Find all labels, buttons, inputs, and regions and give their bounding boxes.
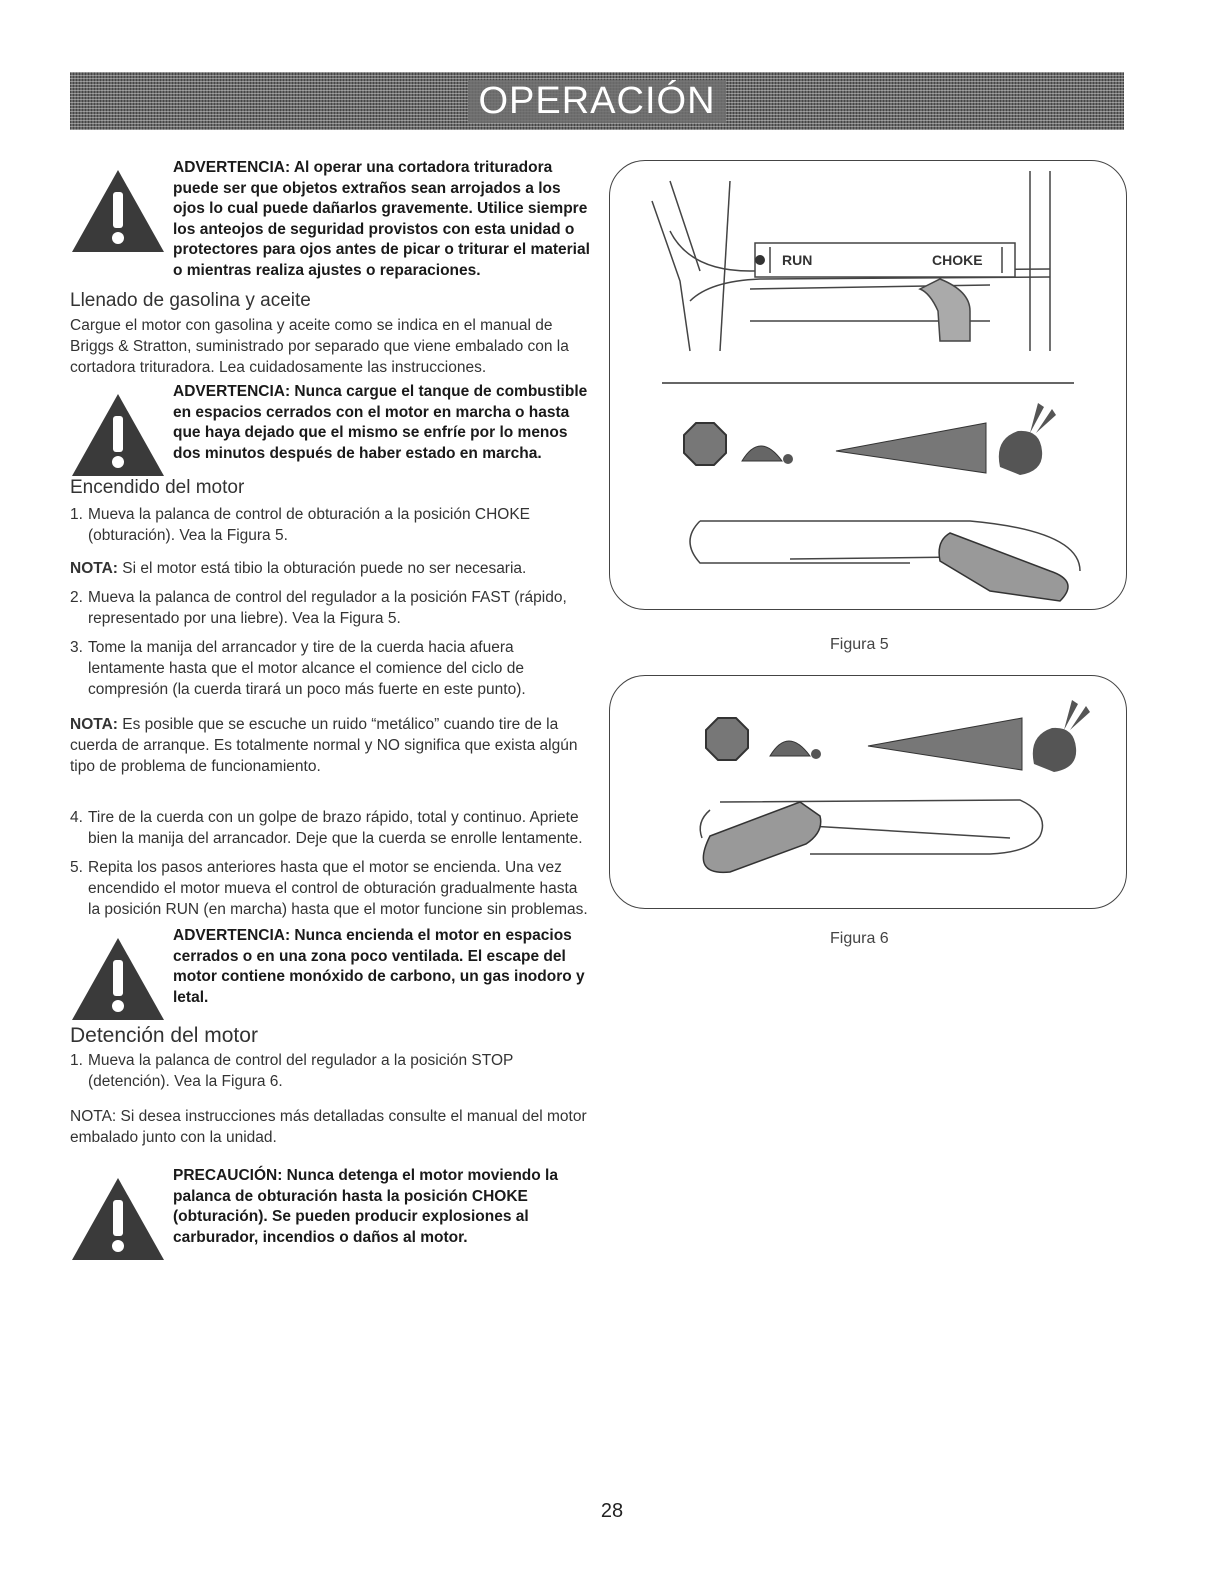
throttle-lever (939, 533, 1068, 601)
note-lead: NOTA: (70, 560, 118, 577)
page-title: OPERACIÓN (468, 80, 725, 123)
start-step-1 (70, 504, 590, 546)
main-column (70, 150, 590, 1248)
note-text: Si el motor está tibio la obturación puede no ser necesaria. (117, 560, 527, 577)
warning-icon (70, 168, 166, 254)
start-step-5 (70, 857, 590, 920)
step-text: Mueva la palanca de control de obturación a la posición CHOKE (obturación). Vea la Figura 5. (88, 506, 531, 544)
warning-text: PRECAUCIÓN: Nunca detenga el motor moviendo la palanca de obturación hasta la posición CHOKE (obturación). Se pueden producir explosiones al carburador, incendios o daños al motor. (173, 1167, 558, 1246)
figure-5-illustration (610, 161, 1126, 609)
warning-text: ADVERTENCIA: Nunca cargue el tanque de combustible en espacios cerrados con el motor en marcha o hasta que haya dejado que el mismo se enfríe por lo menos dos minutos después de haber estado en marcha. (173, 383, 588, 462)
figure-5 (609, 160, 1127, 610)
warning-block-2 (70, 382, 590, 464)
step-number: 5. (70, 859, 83, 876)
stop-step-1 (70, 1050, 590, 1092)
figure-6-caption: Figura 6 (830, 930, 889, 947)
note-2 (70, 714, 590, 777)
warning-text: ADVERTENCIA: Nunca encienda el motor en espacios cerrados o en una zona poco ventilada. El escape del motor contiene monóxido de carbono, un gas inodoro y letal. (173, 927, 585, 1006)
note-1 (70, 558, 590, 579)
rabbit-icon (1033, 700, 1090, 772)
throttle-lever (703, 802, 820, 872)
figure-5-caption: Figura 5 (830, 636, 889, 653)
note-lead: NOTA: (70, 716, 118, 733)
step-text: Mueva la palanca de control del regulador a la posición FAST (rápido, representado por una liebre). Vea la Figura 5. (88, 589, 567, 627)
throttle-ramp-icon (836, 423, 986, 473)
warning-icon (70, 392, 166, 478)
warning-text: ADVERTENCIA: Al operar una cortadora trituradora puede ser que objetos extraños sean arrojados a los ojos lo cual puede dañarlos gravemente. Utilice siempre los anteojos de seguridad provistos con esta unidad o protectores para ojos antes de picar o triturar el material o mientras realiza ajustes o reparaciones. (173, 159, 590, 279)
figure-6-illustration (610, 676, 1126, 908)
stop-icon (684, 423, 726, 465)
step-text: Mueva la palanca de control del regulador a la posición STOP (detención). Vea la Figura 6. (88, 1052, 514, 1090)
caution-block (70, 1166, 590, 1248)
warning-block-1 (70, 158, 590, 281)
turtle-icon (742, 446, 793, 464)
section-heading-start: Encendido del motor (70, 477, 245, 498)
header-banner (70, 72, 1124, 130)
page-number: 28 (600, 1500, 624, 1522)
start-step-3 (70, 637, 590, 700)
stop-icon (706, 718, 748, 760)
step-number: 2. (70, 589, 83, 606)
rabbit-icon (999, 403, 1056, 475)
start-step-2 (70, 587, 590, 629)
section-heading-fuel: Llenado de gasolina y aceite (70, 290, 311, 311)
start-step-4 (70, 807, 590, 849)
step-number: 4. (70, 809, 83, 826)
figure-6 (609, 675, 1127, 909)
warning-block-3 (70, 926, 590, 1008)
stop-note: NOTA: Si desea instrucciones más detalladas consulte el manual del motor embalado junto con la unidad. (70, 1108, 587, 1146)
run-label: RUN (782, 252, 813, 268)
step-number: 1. (70, 1052, 83, 1069)
step-number: 1. (70, 506, 83, 523)
step-number: 3. (70, 639, 83, 656)
turtle-icon (770, 741, 821, 759)
note-text: Es posible que se escuche un ruido “metálico” cuando tire de la cuerda de arranque. Es totalmente normal y NO significa que exista algún tipo de problema de funcionamiento. (70, 716, 578, 775)
warning-icon (70, 1176, 166, 1262)
throttle-ramp-icon (868, 718, 1022, 770)
step-text: Tome la manija del arrancador y tire de la cuerda hacia afuera lentamente hasta que el motor alcance el comience del ciclo de compresión (la cuerda tirará un poco más fuerte en este punto). (88, 639, 526, 698)
warning-icon (70, 936, 166, 1022)
fuel-body: Cargue el motor con gasolina y aceite como se indica en el manual de Briggs & Stratton, suministrado por separado que viene embalado con la cortadora trituradora. Lea cuidadosamente las instrucciones. (70, 317, 569, 376)
section-heading-stop: Detención del motor (70, 1024, 258, 1047)
step-text: Repita los pasos anteriores hasta que el motor se encienda. Una vez encendido el motor mueva el control de obturación gradualmente hasta la posición RUN (en marcha) hasta que el motor funcione sin problemas. (88, 859, 588, 918)
step-text: Tire de la cuerda con un golpe de brazo rápido, total y continuo. Apriete bien la manija del arrancador. Deje que la cuerda se enrolle lentamente. (88, 809, 583, 847)
choke-label: CHOKE (932, 252, 983, 268)
